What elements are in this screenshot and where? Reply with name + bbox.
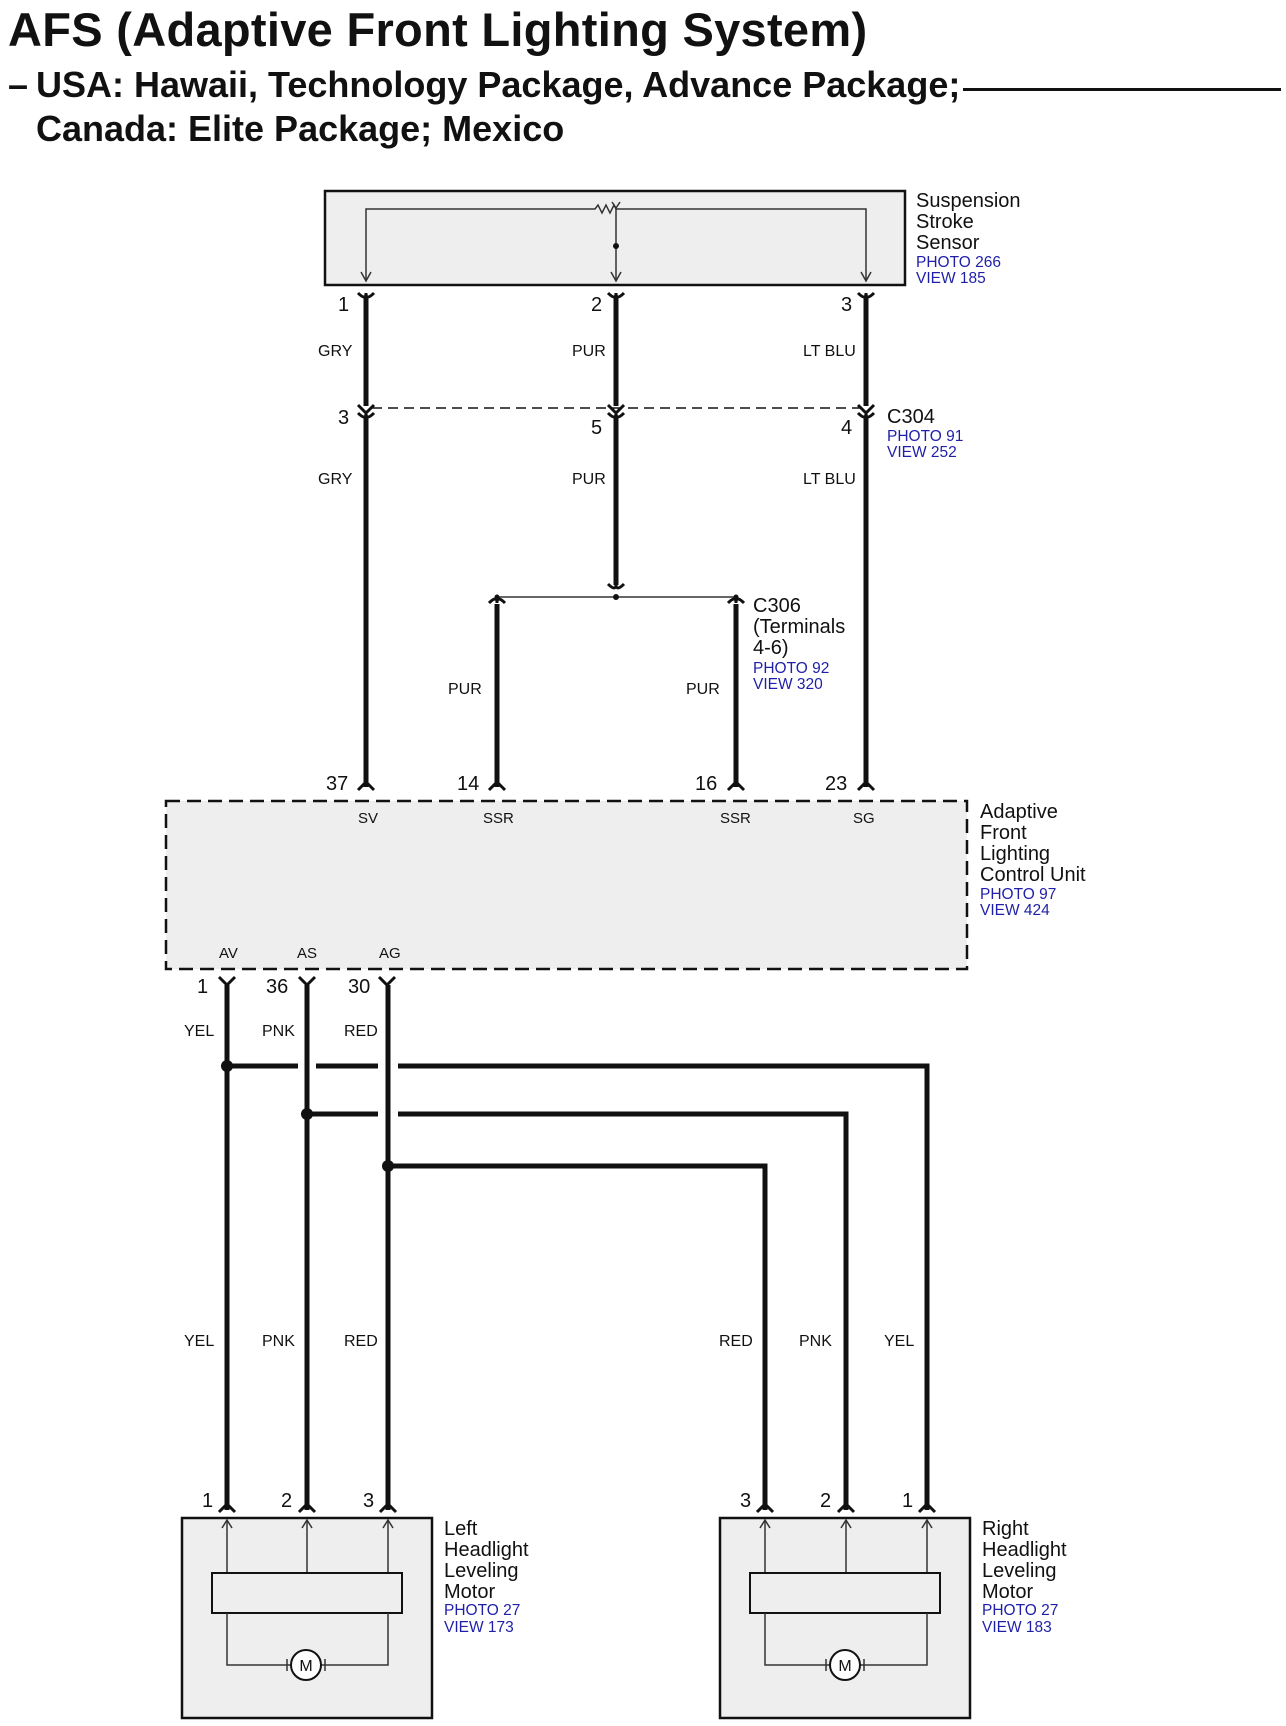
c306-view-link[interactable]: VIEW 320 [753, 676, 823, 693]
right-motor-photo-link[interactable]: PHOTO 27 [982, 1602, 1059, 1619]
wire-label-yel-1: YEL [184, 1023, 215, 1040]
cu-signal-ag: AG [379, 945, 401, 962]
wire-label-yel-2: YEL [184, 1333, 215, 1350]
wire-red-right[interactable] [388, 1166, 765, 1510]
suspension-stroke-sensor[interactable] [325, 191, 905, 285]
cu-signal-av: AV [219, 945, 238, 962]
cu-pin-30: 30 [348, 976, 371, 998]
right-motor-pin-3: 3 [740, 1490, 752, 1512]
wire-yel-right[interactable] [227, 1066, 927, 1510]
cu-pin-16: 16 [695, 773, 718, 795]
left-motor-symbol: M [299, 1658, 313, 1675]
c306-name-1: C306 [753, 595, 801, 617]
c306-name-3: 4-6) [753, 637, 789, 659]
sensor-name-2: Stroke [916, 211, 974, 233]
wire-label-pnk-2: PNK [262, 1333, 295, 1350]
right-motor-symbol: M [838, 1658, 852, 1675]
left-motor-name-2: Headlight [444, 1539, 529, 1561]
cu-name-3: Lighting [980, 843, 1051, 865]
sensor-name-1: Suspension [916, 190, 1021, 212]
cu-pin-36: 36 [266, 976, 289, 998]
right-motor-pin-2: 2 [820, 1490, 832, 1512]
c304-name: C304 [887, 406, 935, 428]
left-motor-pin-2: 2 [281, 1490, 293, 1512]
page-title: AFS (Adaptive Front Lighting System) [8, 3, 868, 56]
left-motor-photo-link[interactable]: PHOTO 27 [444, 1602, 521, 1619]
wire-label-red-1: RED [344, 1023, 378, 1040]
left-motor-pin-3: 3 [363, 1490, 375, 1512]
cu-name-4: Control Unit [980, 864, 1086, 886]
cu-pin-14: 14 [457, 773, 480, 795]
left-motor-name-4: Motor [444, 1581, 496, 1603]
subtitle-line-1: USA: Hawaii, Technology Package, Advance Package; [36, 64, 961, 105]
right-motor-view-link[interactable]: VIEW 183 [982, 1619, 1052, 1636]
cu-signal-ssr-1: SSR [483, 810, 514, 827]
wire-label-pur-1: PUR [572, 343, 606, 360]
cu-photo-link[interactable]: PHOTO 97 [980, 886, 1057, 903]
cu-pin-37: 37 [326, 773, 349, 795]
wire-label-pnk-3: PNK [799, 1333, 832, 1350]
right-motor-name-4: Motor [982, 1581, 1034, 1603]
c304-pin-4: 4 [841, 417, 853, 439]
sensor-photo-link[interactable]: PHOTO 266 [916, 254, 1002, 271]
sensor-pin-3: 3 [841, 294, 853, 316]
cu-signal-sv: SV [358, 810, 379, 827]
cu-name-1: Adaptive [980, 801, 1058, 823]
right-motor-name-1: Right [982, 1518, 1029, 1540]
wire-label-pur-2: PUR [572, 471, 606, 488]
subtitle-bullet: – [8, 64, 29, 105]
wire-label-red-2: RED [344, 1333, 378, 1350]
c306-wire-label-right: PUR [686, 681, 720, 698]
cu-name-2: Front [980, 822, 1027, 844]
cu-signal-ssr-2: SSR [720, 810, 751, 827]
right-motor-name-3: Leveling [982, 1560, 1057, 1582]
wire-label-yel-3: YEL [884, 1333, 915, 1350]
sensor-name-3: Sensor [916, 232, 980, 254]
left-headlight-leveling-motor[interactable] [182, 1518, 432, 1718]
left-motor-view-link[interactable]: VIEW 173 [444, 1619, 514, 1636]
cu-signal-as: AS [297, 945, 318, 962]
c306-photo-link[interactable]: PHOTO 92 [753, 660, 830, 677]
c304-view-link[interactable]: VIEW 252 [887, 444, 957, 461]
left-motor-name-1: Left [444, 1518, 478, 1540]
right-motor-name-2: Headlight [982, 1539, 1067, 1561]
cu-pin-1: 1 [197, 976, 209, 998]
c306-wire-label-left: PUR [448, 681, 482, 698]
wire-label-ltblu-2: LT BLU [803, 471, 856, 488]
right-headlight-leveling-motor[interactable] [720, 1518, 970, 1718]
left-motor-pin-1: 1 [202, 1490, 214, 1512]
wire-label-pnk-1: PNK [262, 1023, 295, 1040]
wire-label-ltblu-1: LT BLU [803, 343, 856, 360]
wire-label-gry-2: GRY [318, 471, 353, 488]
cu-pin-23: 23 [825, 773, 848, 795]
right-motor-pin-1: 1 [902, 1490, 914, 1512]
sensor-view-link[interactable]: VIEW 185 [916, 270, 986, 287]
left-motor-name-3: Leveling [444, 1560, 519, 1582]
cu-signal-sg: SG [853, 810, 875, 827]
c304-photo-link[interactable]: PHOTO 91 [887, 428, 964, 445]
sensor-pin-2: 2 [591, 294, 603, 316]
wire-label-gry-1: GRY [318, 343, 353, 360]
c306-name-2: (Terminals [753, 616, 846, 638]
sensor-pin-1: 1 [338, 294, 350, 316]
afs-control-unit[interactable] [166, 801, 967, 969]
c304-pin-3: 3 [338, 407, 350, 429]
c304-pin-5: 5 [591, 417, 603, 439]
subtitle-line-2: Canada: Elite Package; Mexico [36, 108, 565, 149]
cu-view-link[interactable]: VIEW 424 [980, 902, 1050, 919]
wire-label-red-3: RED [719, 1333, 753, 1350]
